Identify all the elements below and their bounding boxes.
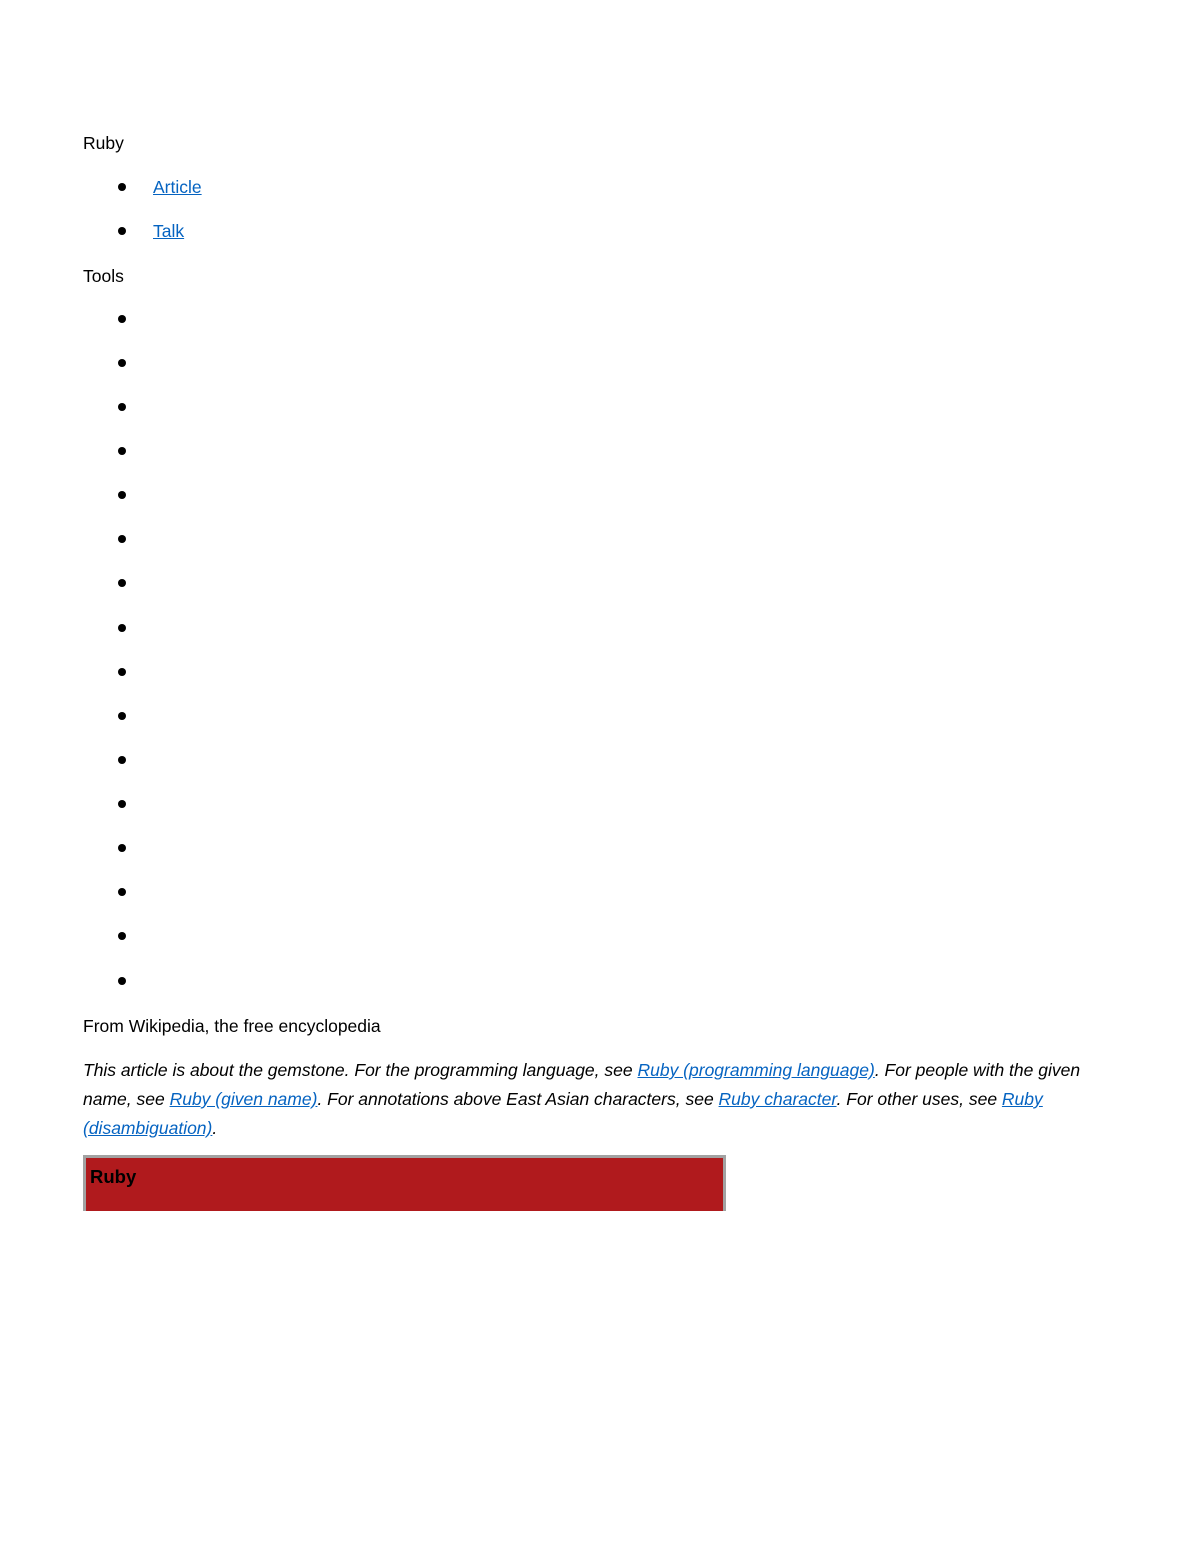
bullet-icon [118,227,126,235]
bullet-icon [118,712,126,720]
hatnote-text: This article is about the gemstone. For the programming language, see [83,1060,638,1080]
bullet-icon [118,668,126,676]
bullet-icon [118,491,126,499]
bullet-icon [118,447,126,455]
link-ruby-character[interactable]: Ruby character [718,1089,837,1109]
hatnote-text: . For people with the given name, see [83,1060,1081,1109]
list-item [83,528,483,550]
list-item [83,352,483,374]
bullet-icon [118,579,126,587]
link-ruby-disambiguation[interactable]: Ruby (disambiguation) [83,1089,1043,1138]
list-item [83,837,483,859]
list-item [83,749,483,771]
bullet-icon [118,315,126,323]
bullet-icon [118,800,126,808]
tools-heading: Tools [83,266,124,286]
list-item [83,572,483,594]
list-item [83,925,483,947]
page-title: Ruby [83,133,124,153]
bullet-icon [118,756,126,764]
tab-article-link[interactable]: Article [153,177,202,197]
tagline: From Wikipedia, the free encyclopedia [83,1016,381,1036]
list-item [83,661,483,683]
tab-talk-link[interactable]: Talk [153,221,185,241]
hatnote [83,1056,1128,1143]
bullet-icon [118,624,126,632]
list-item [83,970,483,992]
bullet-icon [118,888,126,896]
hatnote-text: . For annotations above East Asian characters, see [317,1089,719,1109]
infobox-header [83,1155,726,1211]
bullet-icon [118,844,126,852]
link-ruby-given-name[interactable]: Ruby (given name) [169,1089,318,1109]
nav-tab-talk [83,220,483,242]
bullet-icon [118,359,126,367]
list-item [83,617,483,639]
list-item [83,484,483,506]
bullet-icon [118,183,126,191]
bullet-icon [118,932,126,940]
infobox-title: Ruby [90,1166,137,1187]
list-item [83,793,483,815]
list-item [83,440,483,462]
bullet-icon [118,977,126,985]
list-item [83,705,483,727]
bullet-icon [118,535,126,543]
hatnote-text: . [212,1118,218,1138]
link-ruby-programming-language[interactable]: Ruby (programming language) [637,1060,875,1080]
hatnote-text: . For other uses, see [836,1089,1002,1109]
list-item [83,881,483,903]
list-item [83,308,483,330]
nav-tab-article [83,176,483,198]
bullet-icon [118,403,126,411]
list-item [83,396,483,418]
